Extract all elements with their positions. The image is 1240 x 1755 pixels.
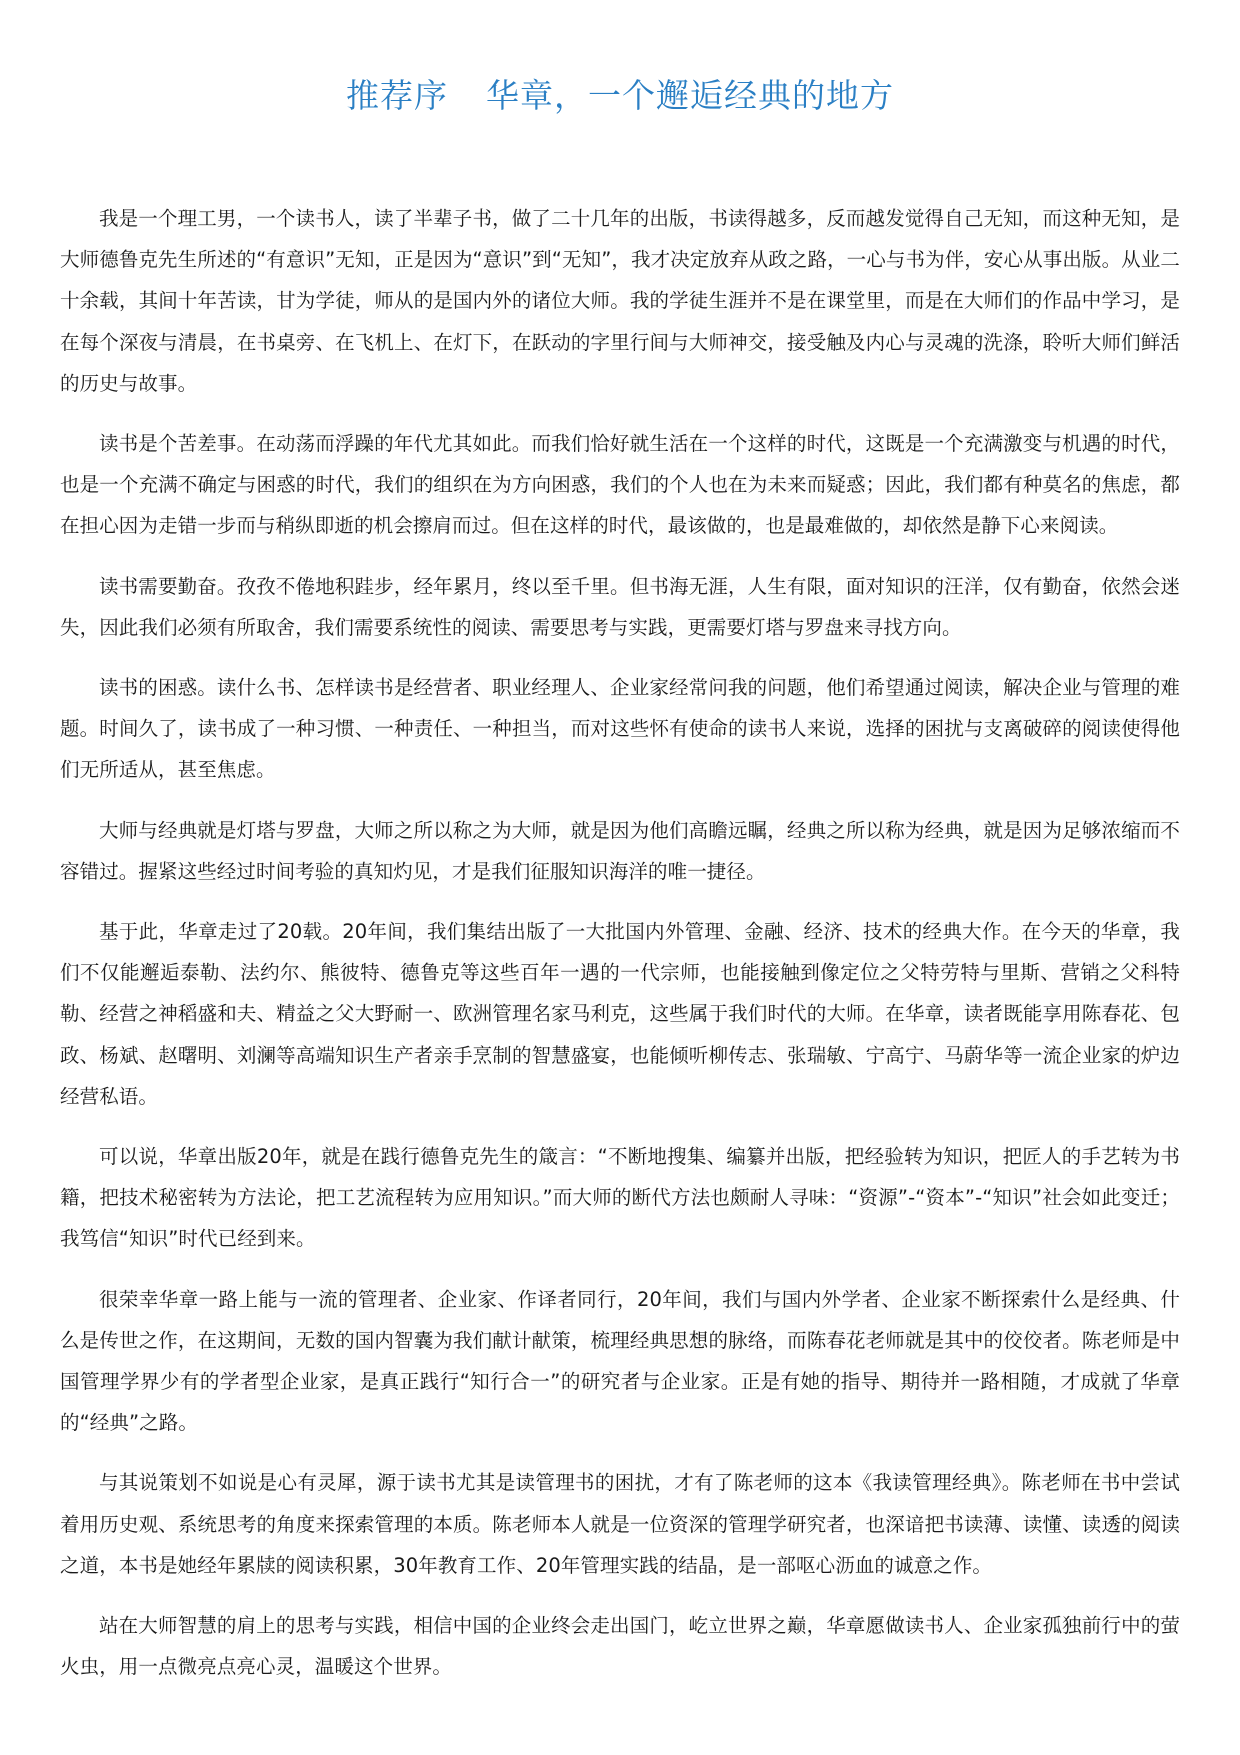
paragraph: 与其说策划不如说是心有灵犀，源于读书尤其是读管理书的困扰，才有了陈老师的这本《我读管理经典》。陈老师在书中尝试着用历史观、系统思考的角度来探索管理的本质。陈老师本人就是一位资深的管理学研究者，也深谙把书读薄、读懂、读透的阅读之道，本书是她经年累牍的阅读积累，30年教育工作、20年管理实践的结晶，是一部呕心沥血的诚意之作。 — [60, 1471, 1180, 1577]
paragraph: 我是一个理工男，一个读书人，读了半辈子书，做了二十几年的出版，书读得越多，反而越发觉得自己无知，而这种无知，是大师德鲁克先生所述的“有意识”无知，正是因为“意识”到“无知”，我才决定放弃从政之路，一心与书为伴，安心从事出版。从业二十余载，其间十年苦读，甘为学徒，师从的是国内外的诸位大师。我的学徒生涯并不是在课堂里，而是在大师们的作品中学习，是在每个深夜与清晨，在书桌旁、在飞机上、在灯下，在跃动的字里行间与大师神交，接受触及内心与灵魂的洗涤，聆听大师们鲜活的历史与故事。 — [60, 207, 1180, 395]
paragraph: 基于此，华章走过了20载。20年间，我们集结出版了一大批国内外管理、金融、经济、技术的经典大作。在今天的华章，我们不仅能邂逅泰勒、法约尔、熊彼特、德鲁克等这些百年一遇的一代宗师，也能接触到像定位之父特劳特与里斯、营销之父科特勒、经营之神稻盛和夫、精益之父大野耐一、欧洲管理名家马利克，这些属于我们时代的大师。在华章，读者既能享用陈春花、包政、杨斌、赵曙明、刘澜等高端知识生产者亲手烹制的智慧盛宴，也能倾听柳传志、张瑞敏、宁高宁、马蔚华等一流企业家的炉边经营私语。 — [60, 920, 1180, 1108]
paragraph: 很荣幸华章一路上能与一流的管理者、企业家、作译者同行，20年间，我们与国内外学者、企业家不断探索什么是经典、什么是传世之作，在这期间，无数的国内智囊为我们献计献策，梳理经典思想的脉络，而陈春花老师就是其中的佼佼者。陈老师是中国管理学界少有的学者型企业家，是真正践行“知行合一”的研究者与企业家。正是有她的指导、期待并一路相随，才成就了华章的“经典”之路。 — [60, 1287, 1180, 1435]
title-text: 华章，一个邂逅经典的地方 — [486, 76, 894, 115]
paragraph: 站在大师智慧的肩上的思考与实践，相信中国的企业终会走出国门，屹立世界之巅，华章愿做读书人、企业家孤独前行中的萤火虫，用一点微亮点亮心灵，温暖这个世界。 — [60, 1614, 1180, 1679]
document-body — [60, 198, 1180, 1707]
paragraph: 读书的困惑。读什么书、怎样读书是经营者、职业经理人、企业家经常问我的问题，他们希望通过阅读，解决企业与管理的难题。时间久了，读书成了一种习惯、一种责任、一种担当，而对这些怀有使命的读书人来说，选择的困扰与支离破碎的阅读使得他们无所适从，甚至焦虑。 — [60, 676, 1180, 782]
title-label: 推荐序 — [346, 76, 448, 115]
paragraph: 读书需要勤奋。孜孜不倦地积跬步，经年累月，终以至千里。但书海无涯，人生有限，面对知识的汪洋，仅有勤奋，依然会迷失，因此我们必须有所取舍，我们需要系统性的阅读、需要思考与实践，更需要灯塔与罗盘来寻找方向。 — [60, 574, 1180, 639]
paragraph: 大师与经典就是灯塔与罗盘，大师之所以称之为大师，就是因为他们高瞻远瞩，经典之所以称为经典，就是因为足够浓缩而不容错过。握紧这些经过时间考验的真知灼见，才是我们征服知识海洋的唯一捷径。 — [60, 818, 1180, 883]
page-title — [0, 68, 1240, 124]
paragraph: 可以说，华章出版20年，就是在践行德鲁克先生的箴言：“不断地搜集、编纂并出版，把经验转为知识，把匠人的手艺转为书籍，把技术秘密转为方法论，把工艺流程转为应用知识。”而大师的断代方法也颇耐人寻味：“资源”-“资本”-“知识”社会如此变迁；我笃信“知识”时代已经到来。 — [60, 1145, 1180, 1251]
paragraph: 读书是个苦差事。在动荡而浮躁的年代尤其如此。而我们恰好就生活在一个这样的时代，这既是一个充满激变与机遇的时代，也是一个充满不确定与困惑的时代，我们的组织在为方向困惑，我们的个人也在为未来而疑惑；因此，我们都有种莫名的焦虑，都在担心因为走错一步而与稍纵即逝的机会擦肩而过。但在这样的时代，最该做的，也是最难做的，却依然是静下心来阅读。 — [60, 432, 1180, 538]
